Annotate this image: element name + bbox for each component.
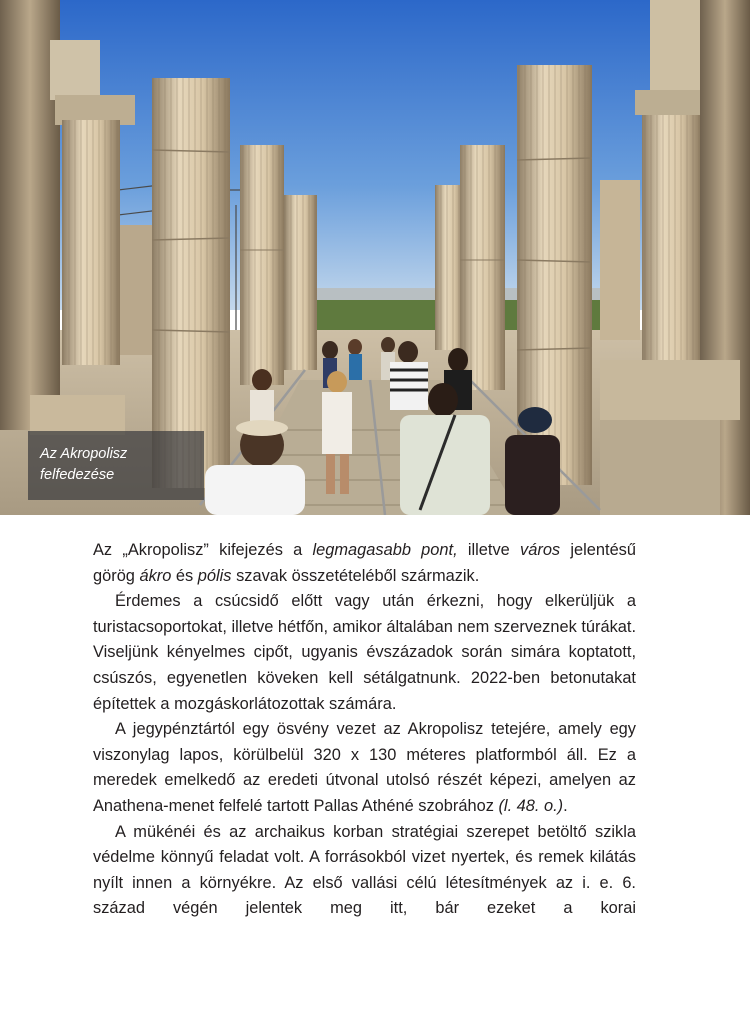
- paragraph-1: Az „Akropolisz” kifejezés a legmagasabb pont, illetve város jelentésű görög ákro és pólis szavak összetételéből származik.: [93, 541, 636, 585]
- column-left-3: [284, 195, 317, 370]
- column-left-1: [152, 78, 230, 488]
- caption-line-2: felfedezése: [40, 467, 115, 483]
- paragraph-4: A mükénéi és az archaikus korban stratégiai szerepet betöltő szikla védelme könnyű feladat volt. A forrásokból vizet nyertek, és remek kilátás nyílt innen a környékre. Az első vallási célú létesítmények az i. e. 6. század végén jelentek meg itt, bár ezeket a korai: [93, 822, 636, 918]
- paragraph-3: A jegypénztártól egy ösvény vezet az Akropolisz tetejére, amely egy viszonylag lapos, körülbelül 320 x 130 méteres platformból áll. Ez a meredek emelkedő az eredeti útvonal utolsó részét képezi, amelyen az Anathena-menet felfelé tartott Pallas Athéné szobrához (l. 48. o.).: [93, 720, 636, 815]
- caption-line-1: Az Akropolisz: [40, 446, 128, 462]
- column-right-2: [460, 145, 505, 390]
- photo-caption: [28, 431, 204, 500]
- paragraph-2: Érdemes a csúcsidő előtt vagy után érkezni, hogy elkerüljük a turistacsoportokat, illetve hétfőn, amikor általában nem szerveznek túrákat. Viseljünk kényelmes cipőt, ugyanis évszázadok során simára koptatott, csúszós, egyenetlen köveken kell sétálgatnunk. 2022-ben betonutakat építettek a mozgáskorlátozottak számára.: [93, 592, 636, 713]
- article-body: [93, 538, 636, 922]
- column-left-2: [240, 145, 284, 385]
